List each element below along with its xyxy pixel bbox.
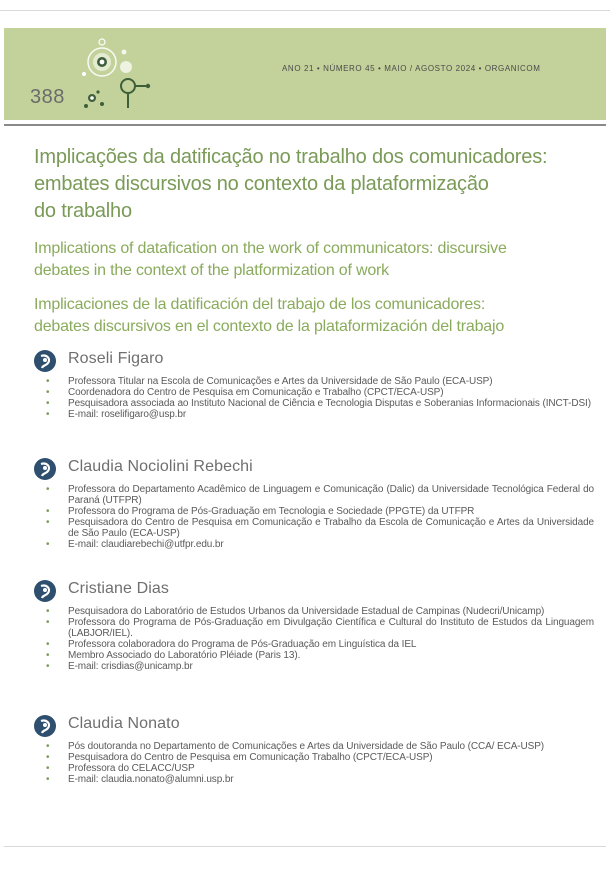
affiliation-text: Professora colaboradora do Programa de Pós-Graduação em Linguística da IEL: [68, 639, 417, 650]
affiliation-item: • Membro Associado do Laboratório Pléiade (Paris 13).: [46, 650, 301, 661]
author-affiliations: [34, 741, 594, 785]
orcid-icon[interactable]: [34, 715, 56, 737]
author-block: [34, 350, 594, 420]
author-block: [34, 715, 594, 785]
title-en-line: debates in the context of the platformization of work: [34, 262, 389, 279]
affiliation-text: Pesquisadora associada ao Instituto Nacional de Ciência e Tecnologia Disputas e Soberanias Informacionais (INCT-DSI): [68, 398, 591, 409]
title-es-line: debates discursivos en el contexto de la plataformización del trabajo: [34, 318, 505, 335]
affiliation-item: • Pesquisadora do Centro de Pesquisa em Comunicação Trabalho (CPCT/ECA-USP): [46, 752, 433, 763]
affiliation-text: Pesquisadora do Laboratório de Estudos Urbanos da Universidade Estadual de Campinas (Nudecri/Unicamp): [68, 606, 545, 617]
affiliation-text: Professora Titular na Escola de Comunicações e Artes da Universidade de São Paulo (ECA-USP): [68, 376, 493, 387]
affiliation-item: • Professora colaboradora do Programa de Pós-Graduação em Linguística da IEL: [46, 639, 417, 650]
affiliation-item: • E-mail: crisdias@unicamp.br: [46, 661, 193, 672]
author-header: [34, 458, 594, 480]
author-name: Claudia Nociolini Rebechi: [68, 458, 253, 475]
bottom-divider: [4, 846, 606, 847]
author-affiliations: [34, 484, 594, 550]
affiliation-text: Pós doutoranda no Departamento de Comunicações e Artes da Universidade de São Paulo (CCA/ ECA-USP): [68, 741, 545, 752]
orcid-icon[interactable]: [34, 580, 56, 602]
affiliation-text: Professora do Departamento Acadêmico de Linguagem e Comunicação (Dalic) da Universidade Tecnológica Federal do Paraná (UTFPR): [68, 484, 594, 506]
author-affiliations: [34, 606, 594, 672]
email-link[interactable]: E-mail: roselifigaro@usp.br: [68, 409, 187, 420]
affiliation-text: Professora do CELACC/USP: [68, 763, 195, 774]
title-pt-line: do trabalho: [34, 200, 132, 222]
affiliation-text: Professora do Programa de Pós-Graduação em Tecnologia e Sociedade (PPGTE) da UTFPR: [68, 506, 475, 517]
author-affiliations: [34, 376, 594, 420]
author-header: [34, 715, 594, 737]
affiliation-text: Membro Associado do Laboratório Pléiade (Paris 13).: [68, 650, 301, 661]
author-block: [34, 458, 594, 550]
title-en-line: Implications of datafication on the work of communicators: discursive: [34, 240, 507, 257]
organicom-logo-icon: [76, 34, 156, 118]
top-divider: [0, 10, 610, 11]
affiliation-item: • Pesquisadora associada ao Instituto Nacional de Ciência e Tecnologia Disputas e Soberanias Informacionais (INCT-DSI): [46, 398, 591, 409]
affiliation-text: Professora do Programa de Pós-Graduação em Divulgação Científica e Cultural do Instituto de Estudos da Linguagem (LABJOR/IEL).: [68, 617, 594, 639]
author-name: Roseli Figaro: [68, 350, 164, 367]
page-number: 388: [30, 86, 65, 108]
affiliation-item: • E-mail: claudia.nonato@alumni.usp.br: [46, 774, 234, 785]
email-link[interactable]: E-mail: crisdias@unicamp.br: [68, 661, 193, 672]
author-name: Cristiane Dias: [68, 580, 169, 597]
affiliation-item: • Pós doutoranda no Departamento de Comunicações e Artes da Universidade de São Paulo (CCA/ ECA-USP): [46, 741, 545, 752]
author-block: [34, 580, 594, 672]
affiliation-item: • Professora do Programa de Pós-Graduação em Divulgação Científica e Cultural do Instituto de Estudos da Linguagem (LABJOR/IEL).: [46, 617, 594, 639]
orcid-icon[interactable]: [34, 350, 56, 372]
author-name: Claudia Nonato: [68, 715, 180, 732]
author-header: [34, 580, 594, 602]
affiliation-item: • Professora do CELACC/USP: [46, 763, 195, 774]
author-header: [34, 350, 594, 372]
affiliation-text: Coordenadora do Centro de Pesquisa em Comunicação e Trabalho (CPCT/ECA-USP): [68, 387, 444, 398]
title-portuguese: [34, 144, 604, 225]
affiliation-item: • Professora Titular na Escola de Comunicações e Artes da Universidade de São Paulo (ECA-USP): [46, 376, 493, 387]
title-es-line: Implicaciones de la datificación del trabajo de los comunicadores:: [34, 296, 486, 313]
orcid-icon[interactable]: [34, 458, 56, 480]
journal-issue-line: ANO 21 • NÚMERO 45 • MAIO / AGOSTO 2024 • ORGANICOM: [282, 64, 541, 73]
email-link[interactable]: E-mail: claudiarebechi@utfpr.edu.br: [68, 539, 224, 550]
affiliation-item: • Professora do Programa de Pós-Graduação em Tecnologia e Sociedade (PPGTE) da UTFPR: [46, 506, 475, 517]
affiliation-text: Pesquisadora do Centro de Pesquisa em Comunicação e Trabalho da Escola de Comunicação e Artes da Universidade de São Paulo (ECA-USP): [68, 517, 594, 539]
affiliation-item: • Pesquisadora do Centro de Pesquisa em Comunicação e Trabalho da Escola de Comunicação e Artes da Universidade de São Paulo (ECA-USP): [46, 517, 594, 539]
title-spanish: [34, 294, 604, 338]
email-link[interactable]: E-mail: claudia.nonato@alumni.usp.br: [68, 774, 234, 785]
affiliation-text: Pesquisadora do Centro de Pesquisa em Comunicação Trabalho (CPCT/ECA-USP): [68, 752, 433, 763]
affiliation-item: • Coordenadora do Centro de Pesquisa em Comunicação e Trabalho (CPCT/ECA-USP): [46, 387, 444, 398]
header-rule: [4, 124, 606, 126]
affiliation-item: • E-mail: roselifigaro@usp.br: [46, 409, 187, 420]
affiliation-item: • E-mail: claudiarebechi@utfpr.edu.br: [46, 539, 224, 550]
title-english: [34, 238, 604, 282]
title-pt-line: Implicações da datificação no trabalho dos comunicadores:: [34, 146, 548, 168]
affiliation-item: • Professora do Departamento Acadêmico de Linguagem e Comunicação (Dalic) da Universidade Tecnológica Federal do Paraná (UTFPR): [46, 484, 594, 506]
title-pt-line: embates discursivos no contexto da plataformização: [34, 173, 489, 195]
affiliation-item: • Pesquisadora do Laboratório de Estudos Urbanos da Universidade Estadual de Campinas (Nudecri/Unicamp): [46, 606, 545, 617]
